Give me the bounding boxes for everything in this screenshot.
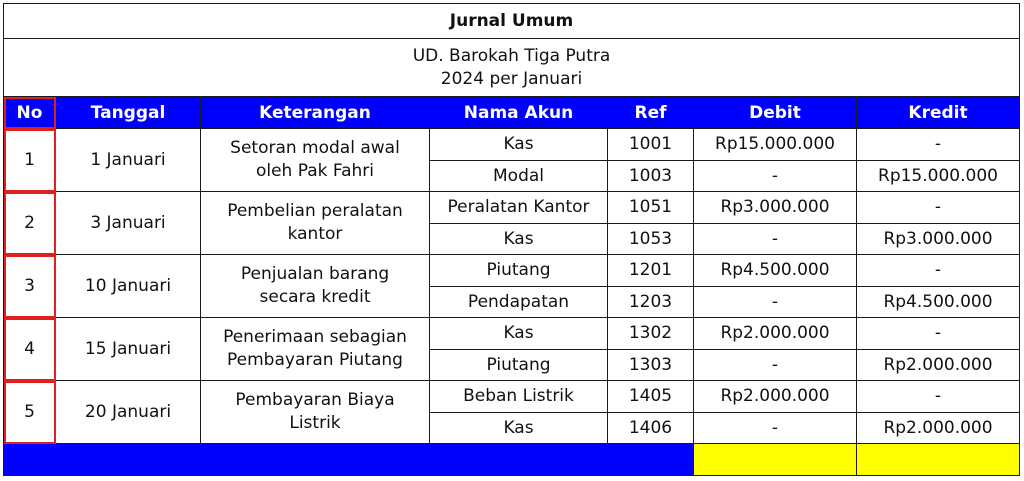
account-name-cell[interactable]: Modal bbox=[430, 160, 608, 192]
title-row bbox=[4, 4, 1020, 39]
ref-cell[interactable]: 1201 bbox=[608, 255, 694, 287]
kredit-cell[interactable]: Rp15.000.000 bbox=[857, 160, 1020, 192]
entry-description-cell[interactable] bbox=[201, 381, 430, 444]
debit-cell[interactable]: - bbox=[694, 286, 857, 318]
subtitle-cell[interactable] bbox=[4, 39, 1020, 97]
ref-cell[interactable]: 1303 bbox=[608, 349, 694, 381]
kredit-cell[interactable]: - bbox=[857, 255, 1020, 287]
table-row bbox=[4, 381, 1020, 413]
description-line: Setoran modal awal bbox=[230, 138, 400, 158]
total-debit-cell[interactable] bbox=[694, 444, 857, 476]
journal-sheet bbox=[3, 3, 1019, 476]
debit-cell[interactable]: - bbox=[694, 160, 857, 192]
debit-cell[interactable]: Rp4.500.000 bbox=[694, 255, 857, 287]
debit-cell[interactable]: Rp15.000.000 bbox=[694, 129, 857, 161]
description-line: Pembayaran Biaya bbox=[235, 390, 395, 410]
ref-cell[interactable]: 1203 bbox=[608, 286, 694, 318]
kredit-cell[interactable]: Rp2.000.000 bbox=[857, 349, 1020, 381]
entry-description-cell[interactable] bbox=[201, 255, 430, 318]
kredit-cell[interactable]: Rp2.000.000 bbox=[857, 412, 1020, 444]
ref-cell[interactable]: 1406 bbox=[608, 412, 694, 444]
description-line: oleh Pak Fahri bbox=[255, 161, 375, 181]
period-label: 2024 per Januari bbox=[440, 68, 583, 89]
account-name-cell[interactable]: Beban Listrik bbox=[430, 381, 608, 413]
ref-cell[interactable]: 1003 bbox=[608, 160, 694, 192]
entry-no-cell[interactable]: 2 bbox=[4, 192, 56, 255]
debit-cell[interactable]: - bbox=[694, 223, 857, 255]
account-name-cell[interactable]: Pendapatan bbox=[430, 286, 608, 318]
entry-description-cell[interactable] bbox=[201, 192, 430, 255]
description-line: Listrik bbox=[289, 413, 341, 433]
header-nama-akun[interactable]: Nama Akun bbox=[430, 97, 608, 129]
account-name-cell[interactable]: Piutang bbox=[430, 255, 608, 287]
description-line: Penjualan barang bbox=[240, 264, 390, 284]
ref-cell[interactable]: 1053 bbox=[608, 223, 694, 255]
journal-table bbox=[3, 3, 1020, 476]
description-line: secara kredit bbox=[259, 287, 371, 307]
kredit-cell[interactable]: Rp4.500.000 bbox=[857, 286, 1020, 318]
kredit-cell[interactable]: - bbox=[857, 192, 1020, 224]
kredit-cell[interactable]: - bbox=[857, 381, 1020, 413]
entry-date-cell[interactable]: 1 Januari bbox=[56, 129, 201, 192]
company-name: UD. Barokah Tiga Putra bbox=[412, 45, 611, 66]
entry-no-cell[interactable]: 3 bbox=[4, 255, 56, 318]
entry-date-cell[interactable]: 20 Januari bbox=[56, 381, 201, 444]
debit-cell[interactable]: Rp3.000.000 bbox=[694, 192, 857, 224]
journal-title[interactable]: Jurnal Umum bbox=[4, 4, 1020, 39]
entry-date-cell[interactable]: 15 Januari bbox=[56, 318, 201, 381]
entry-no-cell[interactable]: 5 bbox=[4, 381, 56, 444]
account-name-cell[interactable]: Kas bbox=[430, 223, 608, 255]
ref-cell[interactable]: 1001 bbox=[608, 129, 694, 161]
header-debit[interactable]: Debit bbox=[694, 97, 857, 129]
subtitle-row bbox=[4, 39, 1020, 97]
header-no[interactable]: No bbox=[4, 97, 56, 129]
account-name-cell[interactable]: Kas bbox=[430, 129, 608, 161]
description-line: Pembelian peralatan bbox=[227, 201, 403, 221]
entry-date-cell[interactable]: 10 Januari bbox=[56, 255, 201, 318]
header-tanggal[interactable]: Tanggal bbox=[56, 97, 201, 129]
kredit-cell[interactable]: - bbox=[857, 129, 1020, 161]
account-name-cell[interactable]: Kas bbox=[430, 318, 608, 350]
entry-description-cell[interactable] bbox=[201, 318, 430, 381]
account-name-cell[interactable]: Peralatan Kantor bbox=[430, 192, 608, 224]
description-line: kantor bbox=[287, 224, 343, 244]
debit-cell[interactable]: - bbox=[694, 412, 857, 444]
table-row bbox=[4, 318, 1020, 350]
header-kredit[interactable]: Kredit bbox=[857, 97, 1020, 129]
account-name-cell[interactable]: Piutang bbox=[430, 349, 608, 381]
header-keterangan[interactable]: Keterangan bbox=[201, 97, 430, 129]
ref-cell[interactable]: 1405 bbox=[608, 381, 694, 413]
ref-cell[interactable]: 1051 bbox=[608, 192, 694, 224]
table-row bbox=[4, 255, 1020, 287]
table-row bbox=[4, 129, 1020, 161]
journal-body bbox=[4, 4, 1020, 476]
kredit-cell[interactable]: Rp3.000.000 bbox=[857, 223, 1020, 255]
debit-cell[interactable]: - bbox=[694, 349, 857, 381]
entry-no-cell[interactable]: 1 bbox=[4, 129, 56, 192]
total-label-cell[interactable] bbox=[4, 444, 694, 476]
account-name-cell[interactable]: Kas bbox=[430, 412, 608, 444]
kredit-cell[interactable]: - bbox=[857, 318, 1020, 350]
description-line: Pembayaran Piutang bbox=[227, 350, 403, 370]
entry-no-cell[interactable]: 4 bbox=[4, 318, 56, 381]
description-line: Penerimaan sebagian bbox=[223, 327, 407, 347]
ref-cell[interactable]: 1302 bbox=[608, 318, 694, 350]
total-row bbox=[4, 444, 1020, 476]
total-kredit-cell[interactable] bbox=[857, 444, 1020, 476]
debit-cell[interactable]: Rp2.000.000 bbox=[694, 318, 857, 350]
table-row bbox=[4, 192, 1020, 224]
entry-date-cell[interactable]: 3 Januari bbox=[56, 192, 201, 255]
debit-cell[interactable]: Rp2.000.000 bbox=[694, 381, 857, 413]
header-ref[interactable]: Ref bbox=[608, 97, 694, 129]
entry-description-cell[interactable] bbox=[201, 129, 430, 192]
header-row bbox=[4, 97, 1020, 129]
